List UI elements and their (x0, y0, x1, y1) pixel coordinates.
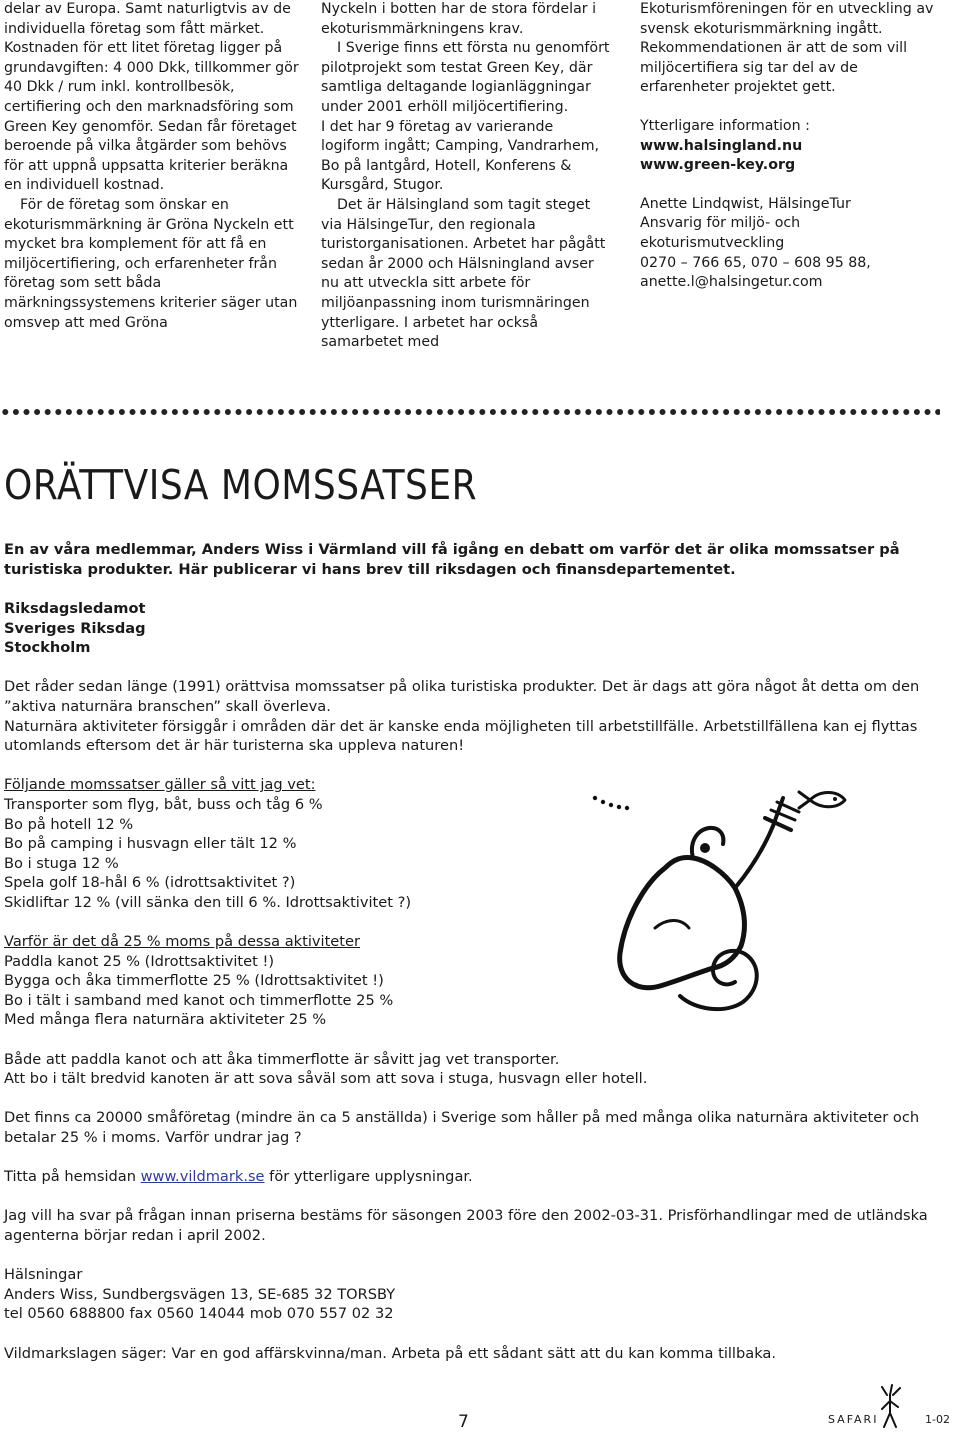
contact-email[interactable]: anette.l@halsingetur.com (640, 274, 823, 291)
link-halsingland[interactable]: www.halsingland.nu (640, 137, 803, 154)
link-green-key[interactable]: www.green-key.org (640, 157, 796, 174)
list-1-item: Bo på hotell 12 % (4, 815, 134, 833)
list-2-item: Bo i tält i samband med kanot och timmerflotte 25 % (4, 991, 394, 1009)
list-2-item: Med många flera naturnära aktiviteter 25 % (4, 1011, 327, 1029)
letter-paragraph-1: Det råder sedan länge (1991) orättvisa momssatser på olika turistiska produkter. Det är dags att göra något åt detta om den ”aktiva naturnära branschen” skall överleva. (4, 678, 920, 715)
closing-quote: Vildmarkslagen säger: Var en god affärskvinna/man. Arbeta på ett sådant sätt att du kan komma tillbaka. (4, 1344, 776, 1362)
column-2-paragraph-2: I Sverige finns ett första nu genomfört pilotprojekt som testat Green Key, där samtliga deltagande logianläggningar under 2001 erhöll miljöcertifiering. (321, 40, 610, 115)
page-number: 7 (458, 1412, 469, 1432)
list-2-item: Paddla kanot 25 % (Idrottsaktivitet !) (4, 952, 275, 970)
list-1-item: Bo på camping i husvagn eller tält 12 % (4, 835, 297, 853)
letter-paragraph-6: Jag vill ha svar på frågan innan priserna bestäms för säsongen 2003 före den 2002-03-31. Prisförhandlingar med de utländska agenterna börjar redan i april 2002. (4, 1207, 928, 1244)
address-line-3: Stockholm (4, 639, 91, 657)
canoeist-illustration (585, 778, 865, 1028)
column-1 (4, 0, 300, 333)
paragraph-5-pre: Titta på hemsidan (4, 1168, 141, 1186)
column-1-paragraph-2: För de företag som önskar en ekoturismmärkning är Gröna Nyckeln ett mycket bra komplement för att få en miljöcertifiering, och erfarenheter från företag som sett båda märkningssystemens kriterier säger utan omsvep att med Gröna (4, 196, 298, 331)
magazine-name: SAFARI (828, 1413, 879, 1426)
contact-role: Ansvarig för miljö- och ekoturismutveckling (640, 215, 801, 251)
column-3-paragraph-1: Ekoturismföreningen för en utveckling av svensk ekoturismmärkning ingått. Rekommendationen är att de som vill miljöcertifiera sig tar del av de erfarenheter projektet gett. (640, 1, 934, 96)
signature-greeting: Hälsningar (4, 1266, 83, 1284)
article-intro: En av våra medlemmar, Anders Wiss i Värmland vill få igång en debatt om varför det är olika momssatser på turistiska produkter. Här publicerar vi hans brev till riksdagen och finansdepartementet. (4, 541, 900, 578)
contact-name: Anette Lindqwist, HälsingeTur (640, 195, 851, 212)
list-1-item: Transporter som flyg, båt, buss och tåg 6 % (4, 795, 323, 813)
safari-figure-logo (876, 1383, 906, 1433)
list-1-item: Skidliftar 12 % (vill sänka den till 6 %. Idrottsaktivitet ?) (4, 893, 412, 911)
list-2-heading: Varför är det då 25 % moms på dessa aktiviteter (4, 933, 360, 951)
column-2-paragraph-3: I det har 9 företag av varierande logiform ingått; Camping, Vandrarhem, Bo på lantgård, Hotell, Konferens & Kursgård, Stugor. (321, 118, 600, 194)
column-1-paragraph-1: delar av Europa. Samt naturligtvis av de individuella företag som fått märket. Kostnaden för ett litet företag ligger på grundavgiften: 4 000 Dkk, tillkommer gör 40 Dkk / rum inkl. kontrollbesök, certifiering och den marknadsföring som Green Key genomför. Sedan får företaget beroende på vilka åtgärder som behövs för att uppnå uppsatta kriterier beräkna en individuell kostnad. (4, 1, 299, 194)
article-title: ORÄTTVISA MOMSSATSER (4, 462, 478, 510)
letter-paragraph-3a: Både att paddla kanot och att åka timmerflotte är såvitt jag vet transporter. (4, 1050, 560, 1068)
letter-paragraph-5 (4, 1167, 939, 1187)
letter-paragraph-2: Naturnära aktiviteter försiggår i områden där det är kanske enda möjligheten till arbetstillfälle. Arbetstillfällena kan ej flyttas utomlands eftersom det är här turisterna ska uppleva naturen! (4, 717, 918, 755)
list-1-heading: Följande momssatser gäller så vitt jag vet: (4, 776, 316, 794)
list-1-item: Spela golf 18-hål 6 % (idrottsaktivitet ?) (4, 874, 296, 892)
issue-number: 1-02 (925, 1413, 950, 1426)
address-line-2: Sveriges Riksdag (4, 619, 146, 637)
signature-address: Anders Wiss, Sundbergsvägen 13, SE-685 32 TORSBY (4, 1285, 396, 1303)
letter-paragraph-4: Det finns ca 20000 småföretag (mindre än ca 5 anställda) i Sverige som håller på med många olika naturnära aktiviteter och betalar 25 % i moms. Varför undrar jag ? (4, 1109, 920, 1147)
column-2-paragraph-1: Nyckeln i botten har de stora fördelar i ekoturismmärkningens krav. (321, 1, 597, 37)
paragraph-5-post: för ytterligare upplysningar. (264, 1168, 473, 1186)
info-label: Ytterligare information : (640, 117, 810, 134)
address-line-1: Riksdagsledamot (4, 600, 146, 617)
list-2-item: Bygga och åka timmerflotte 25 % (Idrottsaktivitet !) (4, 972, 384, 990)
contact-phone: 0270 – 766 65, 070 – 608 95 88, (640, 254, 871, 271)
signature-phone: tel 0560 688800 fax 0560 14044 mob 070 557 02 32 (4, 1305, 394, 1323)
list-1-item: Bo i stuga 12 % (4, 854, 119, 872)
column-2-paragraph-4: Det är Hälsingland som tagit steget via HälsingeTur, den regionala turistorganisationen. Arbetet har pågått sedan år 2000 och Hälsningland avser nu att utveckla sitt arbete för miljöanpassning inom turismnäringen ytterligare. I arbetet har också samarbetet med (321, 196, 606, 351)
dotted-divider (0, 404, 940, 420)
vildmark-link[interactable]: www.vildmark.se (140, 1168, 265, 1186)
letter-paragraph-3b: Att bo i tält bredvid kanoten är att sova såväl som att sova i stuga, husvagn eller hotell. (4, 1070, 648, 1088)
column-3 (640, 0, 940, 293)
column-2 (321, 0, 613, 353)
